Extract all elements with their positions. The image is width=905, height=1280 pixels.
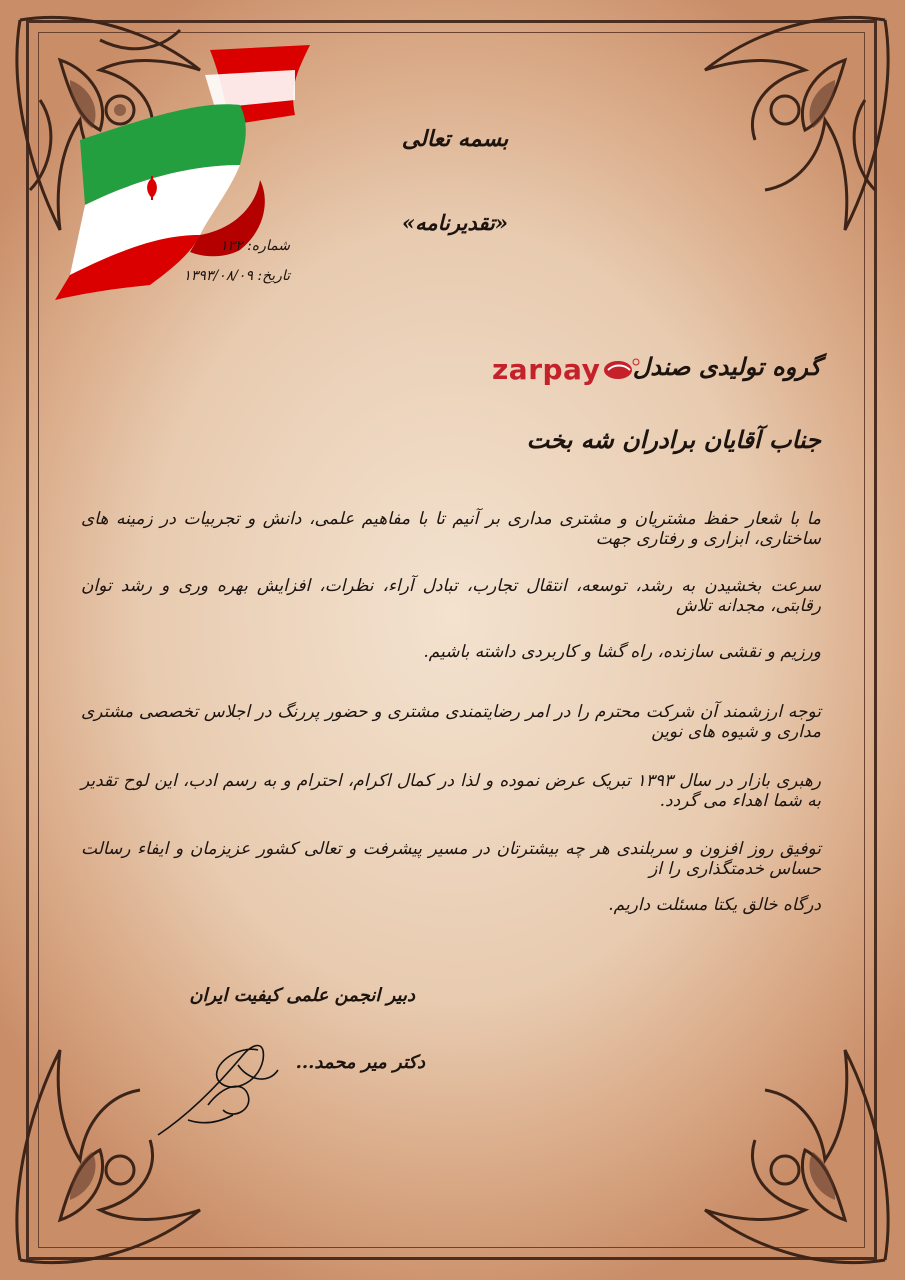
recipient-line: گروه تولیدی صندل: [632, 352, 821, 381]
logo-text: zarpay: [492, 352, 601, 386]
body-line: توجه ارزشمند آن شرکت محترم را در امر رضایتمندی مشتری و حضور پررنگ در اجلاس تخصصی مشتری مداری و شیوه های نوین: [81, 702, 821, 742]
body-line: ورزیم و نقشی سازنده، راه گشا و کاربردی داشته باشیم.: [423, 642, 821, 662]
corner-ornament-icon: [675, 0, 905, 290]
shoe-mark-icon: [600, 354, 640, 384]
letter-date: تاریخ: ۱۳۹۳/۰۸/۰۹: [183, 268, 290, 284]
salutation-line: جناب آقایان برادران شه بخت: [526, 425, 821, 454]
letter-number: شماره: ۱۳۲: [220, 238, 290, 254]
body-line: ما با شعار حفظ مشتریان و مشتری مداری بر آنیم تا با مفاهیم علمی، دانش و تجربیات در زمینه های ساختاری، ابزاری و رفتاری جهت: [81, 509, 821, 549]
bismillah-heading: بسمه تعالی: [401, 126, 509, 152]
body-line: سرعت بخشیدن به رشد، توسعه، انتقال تجارب، تبادل آراء، نظرات، افزایش بهره وری و رشد توان رقابتی، مجدانه تلاش: [81, 576, 822, 616]
signatory-organization: دبیر انجمن علمی کیفیت ایران: [189, 985, 415, 1006]
body-line: درگاه خالق یکتا مسئلت داریم.: [608, 895, 821, 915]
signatory-name: دکتر میر محمد...: [295, 1052, 425, 1073]
iran-flag-icon: [40, 30, 340, 300]
certificate-title: «تقدیرنامه»: [402, 210, 508, 235]
signature-mark: [148, 1025, 288, 1145]
zarpay-logo-icon: [492, 352, 640, 386]
corner-ornament-icon: [675, 990, 905, 1280]
body-line: رهبری بازار در سال ۱۳۹۳ تبریک عرض نموده و لذا در کمال اکرام، احترام و به رسم ادب، این لوح تقدیر به شما اهداء می گردد.: [81, 771, 821, 811]
body-line: توفیق روز افزون و سربلندی هر چه بیشترتان در مسیر پیشرفت و تعالی کشور عزیزمان و ایفاء رسالت حساس خدمتگذاری را از: [81, 839, 821, 879]
